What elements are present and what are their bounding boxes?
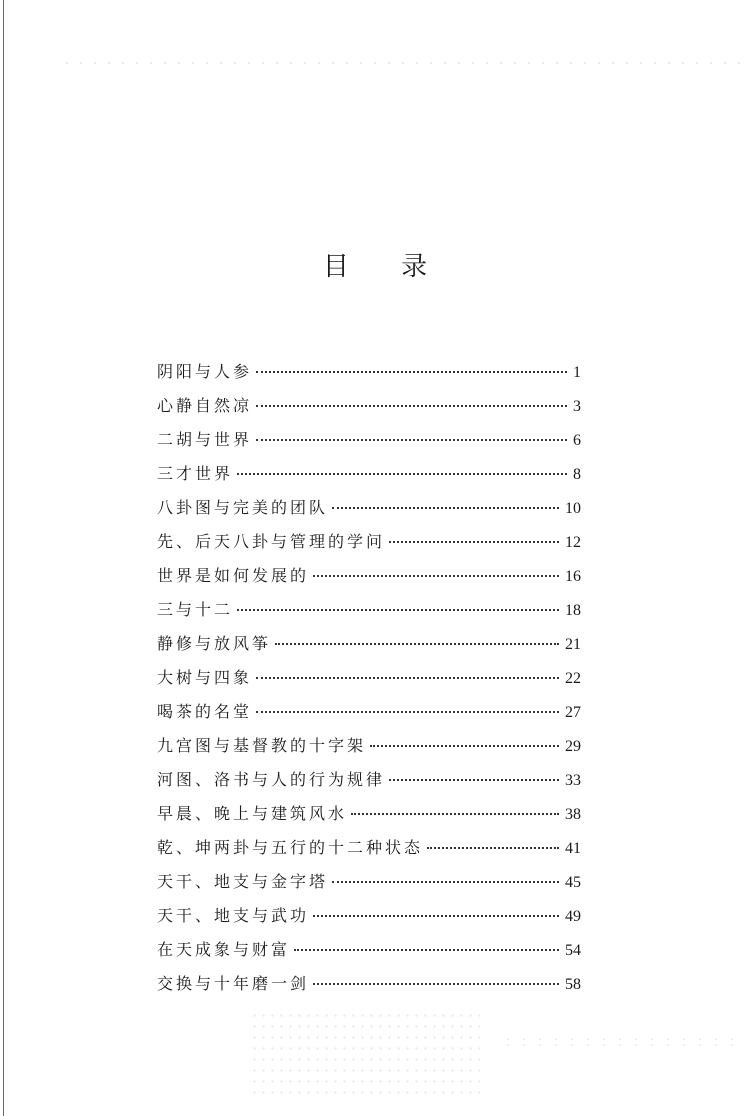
toc-entry-title: 三与十二 (157, 600, 234, 619)
toc-entry-title: 天干、地支与金字塔 (157, 872, 329, 891)
toc-entry[interactable] (157, 593, 581, 627)
toc-entry-page-number: 1 (573, 364, 581, 381)
scan-noise-bottom-right (500, 1036, 740, 1046)
toc-entry-title: 世界是如何发展的 (157, 566, 310, 585)
toc-entry-page-number: 41 (565, 840, 581, 857)
toc-entry-title: 早晨、晚上与建筑风水 (157, 804, 348, 823)
toc-entry[interactable] (157, 967, 581, 1001)
toc-entry[interactable] (157, 423, 581, 457)
dot-leader (389, 779, 559, 781)
toc-entry[interactable] (157, 389, 581, 423)
dot-leader (256, 711, 559, 713)
toc-entry-page-number: 58 (565, 976, 581, 993)
toc-entry-title: 静修与放风筝 (157, 634, 272, 653)
toc-entry[interactable] (157, 763, 581, 797)
toc-entry-title: 在天成象与财富 (157, 940, 291, 959)
toc-entry-page-number: 10 (565, 500, 581, 517)
toc-entry-title: 喝茶的名堂 (157, 702, 253, 721)
toc-entry[interactable] (157, 457, 581, 491)
toc-entry-title: 先、后天八卦与管理的学问 (157, 532, 386, 551)
toc-entry-page-number: 16 (565, 568, 581, 585)
dot-leader (237, 473, 567, 475)
toc-entry-page-number: 27 (565, 704, 581, 721)
page-edge-rule (3, 0, 4, 1116)
dot-leader (237, 609, 559, 611)
dot-leader (256, 405, 567, 407)
toc-entry[interactable] (157, 559, 581, 593)
scan-noise-top (60, 60, 740, 68)
toc-heading: 目 录 (322, 252, 450, 282)
toc-entry-title: 阴阳与人参 (157, 362, 253, 381)
toc-entry-title: 三才世界 (157, 464, 234, 483)
dot-leader (332, 507, 559, 509)
dot-leader (256, 677, 559, 679)
toc-entry-page-number: 38 (565, 806, 581, 823)
toc-entry[interactable] (157, 729, 581, 763)
toc-entry[interactable] (157, 627, 581, 661)
dot-leader (351, 813, 559, 815)
dot-leader (294, 949, 559, 951)
toc-entry[interactable] (157, 491, 581, 525)
toc-entry[interactable] (157, 661, 581, 695)
toc-entry[interactable] (157, 797, 581, 831)
toc-entry-title: 心静自然凉 (157, 396, 253, 415)
toc-entry-page-number: 18 (565, 602, 581, 619)
toc-entry-page-number: 21 (565, 636, 581, 653)
toc-list (157, 355, 581, 1001)
dot-leader (256, 439, 567, 441)
toc-entry-title: 河图、洛书与人的行为规律 (157, 770, 386, 789)
toc-entry-page-number: 45 (565, 874, 581, 891)
toc-entry-title: 九宫图与基督教的十字架 (157, 736, 367, 755)
dot-leader (256, 371, 567, 373)
toc-entry[interactable] (157, 865, 581, 899)
dot-leader (313, 915, 559, 917)
dot-leader (332, 881, 559, 883)
toc-entry[interactable] (157, 525, 581, 559)
toc-entry-page-number: 33 (565, 772, 581, 789)
toc-entry[interactable] (157, 695, 581, 729)
toc-entry-title: 二胡与世界 (157, 430, 253, 449)
toc-entry-page-number: 3 (573, 398, 581, 415)
toc-entry-page-number: 54 (565, 942, 581, 959)
toc-entry-title: 乾、坤两卦与五行的十二种状态 (157, 838, 424, 857)
toc-entry-page-number: 12 (565, 534, 581, 551)
toc-entry-page-number: 6 (573, 432, 581, 449)
toc-entry[interactable] (157, 899, 581, 933)
scan-noise-bottom (250, 1010, 480, 1100)
dot-leader (313, 575, 559, 577)
toc-entry-title: 八卦图与完美的团队 (157, 498, 329, 517)
dot-leader (427, 847, 559, 849)
dot-leader (389, 541, 559, 543)
toc-entry-page-number: 29 (565, 738, 581, 755)
dot-leader (313, 983, 559, 985)
toc-entry-page-number: 8 (573, 466, 581, 483)
toc-entry-title: 交换与十年磨一剑 (157, 974, 310, 993)
toc-entry-title: 大树与四象 (157, 668, 253, 687)
toc-entry-page-number: 22 (565, 670, 581, 687)
toc-entry-title: 天干、地支与武功 (157, 906, 310, 925)
dot-leader (275, 643, 559, 645)
toc-entry-page-number: 49 (565, 908, 581, 925)
toc-entry[interactable] (157, 355, 581, 389)
dot-leader (370, 745, 559, 747)
toc-entry[interactable] (157, 933, 581, 967)
toc-entry[interactable] (157, 831, 581, 865)
